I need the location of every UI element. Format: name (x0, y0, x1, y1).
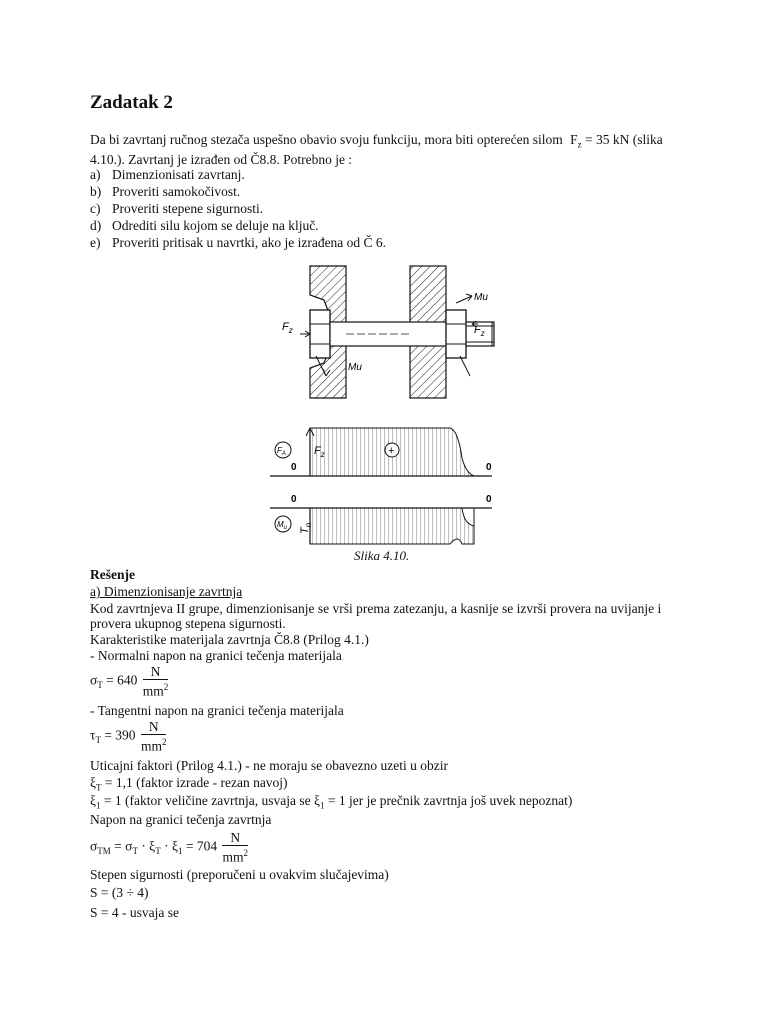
unit-fraction: $\frac{N}{mm^2}$ (222, 830, 248, 865)
fz-label-right: $F_z$ (474, 324, 485, 338)
equation-sigma-tm: $\sigma_{TM} = \sigma_T \cdot \xi_T \cdot \xi_1 = 704$ $\frac{N}{mm^2}$ (90, 830, 248, 865)
paragraph: - Tangentni napon na granici tečenja materijala (90, 703, 344, 718)
bolt-figure (260, 258, 510, 548)
paragraph: S = (3 ÷ 4) (90, 885, 149, 900)
paragraph: Napon na granici tečenja zavrtnja (90, 812, 272, 827)
xi-t-line: $\xi_T = 1,1$ (faktor izrade - rezan navoj) (90, 775, 288, 793)
zero-label: 0 (291, 462, 297, 473)
bolt-head (310, 310, 330, 358)
paragraph: - Normalni napon na granici tečenja materijala (90, 648, 342, 663)
paragraph: Karakteristike materijala zavrtnja Č8.8 (Prilog 4.1.) (90, 632, 369, 647)
paragraph: S = 4 - usvaja se (90, 905, 179, 920)
figure-caption: Slika 4.10. (354, 548, 410, 563)
xi-1-line: $\xi_1 = 1$ (faktor veličine zavrtnja, usvaja se $\xi_1 = 1$ jer je prečnik zavrtnja još uvek nepoznat) (90, 793, 573, 811)
zero-label: 0 (486, 462, 492, 473)
fz-arrow-left (300, 331, 310, 337)
mu-label-top: Mu (474, 292, 488, 303)
paragraph: provera ukupnog stepena sigurnosti. (90, 616, 286, 631)
equation-tau-t: $\tau_T = 390$ $\frac{N}{mm^2}$ (90, 719, 167, 754)
list-item: e) Proveriti pritisak u navrtki, ako je izrađena od Č 6. (90, 235, 387, 250)
plus-label: + (388, 445, 395, 457)
list-item: b) Proveriti samokočivost. (90, 184, 241, 199)
paragraph: Stepen sigurnosti (preporučeni u ovakvim slučajevima) (90, 867, 389, 882)
fz-diagram-label: $F_z$ (314, 445, 325, 459)
tn-label: $T_n$ (299, 522, 313, 534)
paragraph: Uticajni faktori (Prilog 4.1.) - ne moraju se obavezno uzeti u obzir (90, 758, 449, 773)
solution-heading: Rešenje (90, 567, 135, 582)
mu-arrow-top (456, 294, 472, 303)
page-title: Zadatak 2 (90, 92, 173, 113)
task-list (90, 166, 386, 251)
zero-label: 0 (486, 494, 492, 505)
force-symbol: $F_z$ (570, 132, 582, 150)
paragraph: Kod zavrtnjeva II grupe, dimenzionisanje se vrši prema zatezanju, a kasnije se izvrši provera na uvijanje i (90, 601, 662, 616)
solution-subheading: a) Dimenzionisanje zavrtnja (90, 584, 243, 599)
fz-label-left: $F_z$ (282, 321, 293, 335)
equation-sigma-t: $\sigma_T = 640$ $\frac{N}{mm^2}$ (90, 664, 169, 699)
list-item: c) Proveriti stepene sigurnosti. (90, 201, 264, 216)
fa-label: $F_A$ (277, 446, 286, 457)
force-value: = 35 kN (slika (585, 132, 663, 147)
unit-fraction: $\frac{N}{mm^2}$ (142, 664, 169, 699)
list-item: a) Dimenzionisati zavrtanj. (90, 167, 245, 182)
zero-label: 0 (291, 494, 297, 505)
torque-diagram (310, 508, 474, 544)
unit-fraction: $\frac{N}{mm^2}$ (140, 719, 167, 754)
list-item: d) Odrediti silu kojom se deluje na ključ. (90, 218, 319, 233)
intro-line-2: 4.10.). Zavrtanj je izrađen od Č8.8. Potrebno je : (90, 152, 353, 167)
nut (446, 310, 466, 358)
mu-label-bottom: Mu (348, 362, 362, 373)
intro-text: Da bi zavrtanj ručnog stezača uspešno obavio svoju funkciju, mora biti opterećen silom (90, 132, 563, 147)
mu-circle-label: $M_u$ (277, 520, 288, 531)
